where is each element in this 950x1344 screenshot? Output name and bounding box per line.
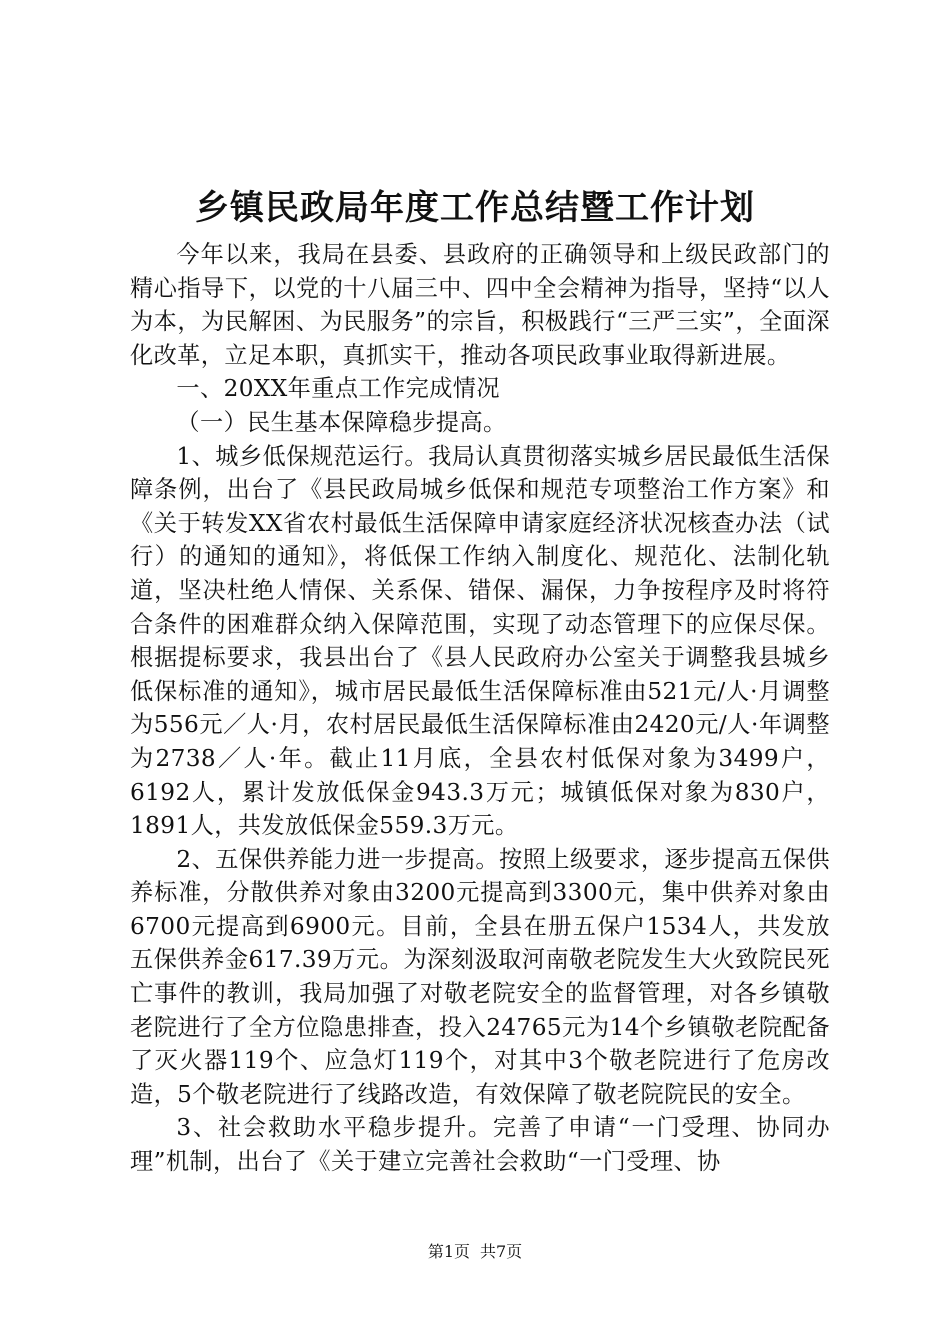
page-number: 第1页 — [427, 1242, 470, 1261]
paragraph-item-1: 1、城乡低保规范运行。我局认真贯彻落实城乡居民最低生活保障条例，出台了《县民政局城乡低保和规范专项整治工作方案》和《关于转发XX省农村最低生活保障申请家庭经济状况核查办法（试行）的通知的通知》，将低保工作纳入制度化、规范化、法制化轨道，坚决杜绝人情保、关系保、错保、漏保，力争按程序及时将符合条件的困难群众纳入保障范围，实现了动态管理下的应保尽保。根据提标要求，我县出台了《县人民政府办公室关于调整我县城乡低保标准的通知》，城市居民最低生活保障标准由521元/人·月调整为556元／人·月，农村居民最低生活保障标准由2420元/人·年调整为2738／人·年。截止11月底，全县农村低保对象为3499户，6192人，累计发放低保金943.3万元；城镇低保对象为830户，1891人，共发放低保金559.3万元。 — [130, 442, 830, 840]
page-footer — [0, 1240, 950, 1264]
section-heading-1: 一、20XX年重点工作完成情况 — [176, 375, 500, 403]
document-body — [130, 238, 830, 1179]
paragraph-item-3: 3、社会救助水平稳步提升。完善了申请“一门受理、协同办理”机制，出台了《关于建立完善社会救助“一门受理、协 — [130, 1114, 830, 1176]
paragraph-intro: 今年以来，我局在县委、县政府的正确领导和上级民政部门的精心指导下，以党的十八届三中、四中全会精神为指导，坚持“以人为本，为民解困、为民服务”的宗旨，积极践行“三严三实”，全面深化改革，立足本职，真抓实干，推动各项民政事业取得新进展。 — [130, 241, 830, 369]
page-total: 共7页 — [480, 1242, 523, 1261]
document-title: 乡镇民政局年度工作总结暨工作计划 — [195, 188, 755, 228]
subsection-heading-1: （一）民生基本保障稳步提高。 — [176, 408, 507, 436]
paragraph-item-2: 2、五保供养能力进一步提高。按照上级要求，逐步提高五保供养标准，分散供养对象由3200元提高到3300元，集中供养对象由6700元提高到6900元。目前，全县在册五保户1534人，共发放五保供养金617.39万元。为深刻汲取河南敬老院发生大火致院民死亡事件的教训，我局加强了对敬老院安全的监督管理，对各乡镇敬老院进行了全方位隐患排查，投入24765元为14个乡镇敬老院配备了灭火器119个、应急灯119个，对其中3个敬老院进行了危房改造，5个敬老院进行了线路改造，有效保障了敬老院院民的安全。 — [130, 845, 830, 1108]
